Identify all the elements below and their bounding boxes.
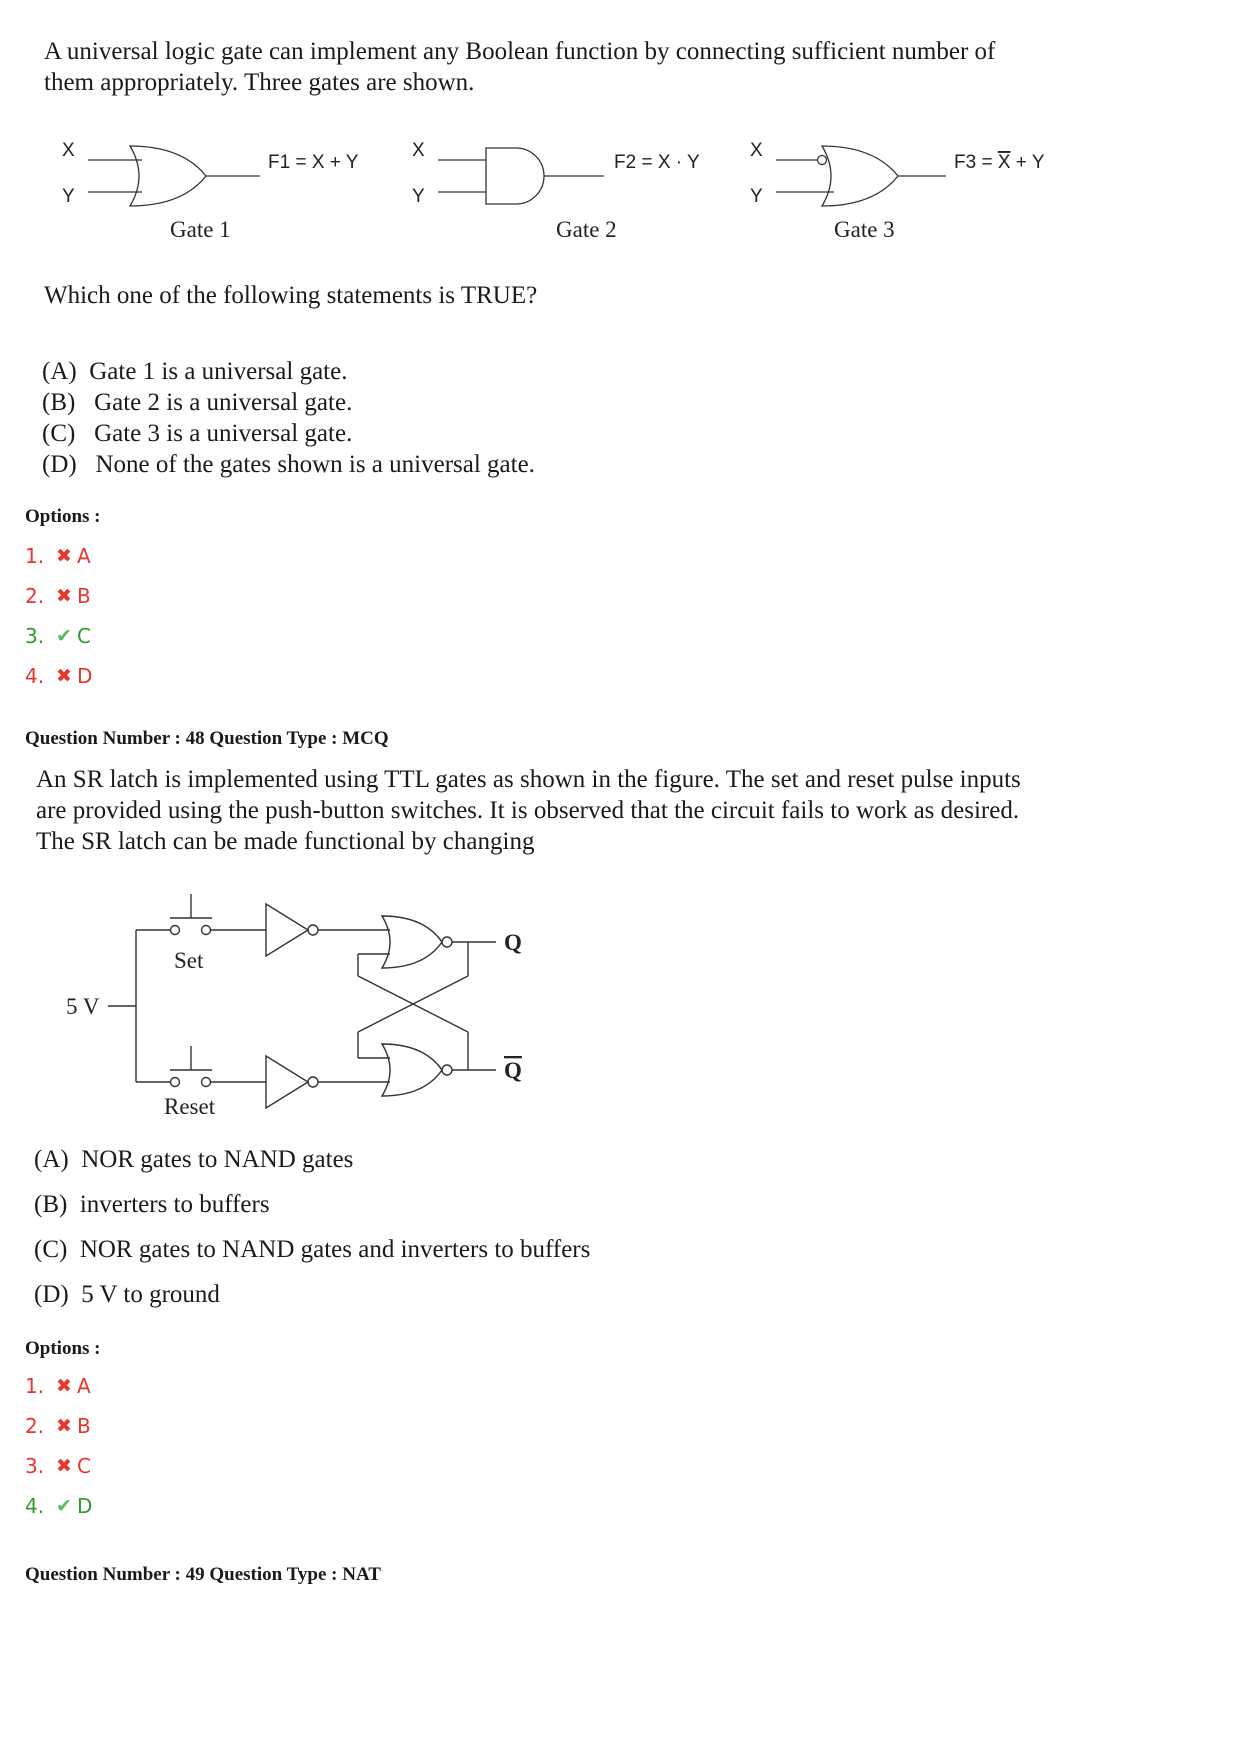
choice-b: (B) inverters to buffers <box>34 1191 270 1218</box>
q48-choices <box>34 1144 590 1324</box>
option-1: 1. ✖ A <box>25 544 91 568</box>
q47-choices <box>42 356 535 480</box>
q47-options-header: Options : <box>25 506 101 527</box>
qbar-output-label: Q <box>504 1058 522 1083</box>
supply-label: 5 V <box>66 994 100 1019</box>
top-nor-gate-symbol <box>382 916 452 968</box>
bottom-nor-gate-symbol <box>382 1044 452 1096</box>
choice-b: (B) Gate 2 is a universal gate. <box>42 389 353 416</box>
check-mark-icon: ✔ <box>56 625 72 647</box>
sr-latch-circuit <box>0 880 600 1130</box>
x-bar: X <box>997 152 1011 173</box>
set-inverter-symbol <box>266 904 318 956</box>
gate-3-input-x: X <box>750 140 763 161</box>
cross-mark-icon: ✖ <box>56 665 72 687</box>
option-3: 3. ✖ C <box>25 1454 91 1478</box>
choice-a: (A) NOR gates to NAND gates <box>34 1146 354 1173</box>
gate-2-output: F2 = X · Y <box>614 152 700 173</box>
cross-mark-icon: ✖ <box>56 1455 72 1477</box>
q47-text: A universal logic gate can implement any Boolean function by connecting sufficient number of them appropriately. Three gates are shown. <box>44 38 996 96</box>
gate-1-input-x: X <box>62 140 75 161</box>
option-4: 4. ✔ D <box>25 1494 93 1518</box>
q49-header: Question Number : 49 Question Type : NAT <box>25 1564 381 1585</box>
gate-1-input-y: Y <box>62 186 75 207</box>
option-2: 2. ✖ B <box>25 1414 91 1438</box>
reset-label: Reset <box>164 1094 216 1119</box>
q47-question: Which one of the following statements is TRUE? <box>44 282 538 309</box>
choice-c: (C) NOR gates to NAND gates and inverters to buffers <box>34 1236 591 1263</box>
reset-inverter-symbol <box>266 1056 318 1108</box>
q47-gates-figure <box>0 120 1100 255</box>
gate-3-output: F3 = X + Y <box>954 152 1045 173</box>
q48-header: Question Number : 48 Question Type : MCQ <box>25 728 389 749</box>
gate-1-caption: Gate 1 <box>170 217 231 242</box>
reset-push-button-switch <box>170 1046 212 1087</box>
q48-options-header: Options : <box>25 1338 101 1359</box>
q48-text: An SR latch is implemented using TTL gates as shown in the figure. The set and reset pulse inputs are provided using the push-button switches. It is observed that the circuit fails to work as desired. The SR latch can be made functional by changing <box>36 766 1021 855</box>
gate-1-output: F1 = X + Y <box>268 152 359 173</box>
q48-options-list <box>25 1366 92 1526</box>
q47-options-list <box>25 536 92 696</box>
option-1: 1. ✖ A <box>25 1374 91 1398</box>
set-label: Set <box>174 948 204 973</box>
cross-mark-icon: ✖ <box>56 545 72 567</box>
gate-3-or-inverted-input-symbol <box>776 146 946 206</box>
gate-3-caption: Gate 3 <box>834 217 895 242</box>
gate-2-input-y: Y <box>412 186 425 207</box>
cross-mark-icon: ✖ <box>56 1375 72 1397</box>
check-mark-icon: ✔ <box>56 1495 72 1517</box>
gate-2-caption: Gate 2 <box>556 217 617 242</box>
option-4: 4. ✖ D <box>25 664 93 688</box>
gate-3-input-y: Y <box>750 186 763 207</box>
choice-d: (D) 5 V to ground <box>34 1281 220 1308</box>
gate-1-or-symbol <box>88 146 260 206</box>
option-2: 2. ✖ B <box>25 584 91 608</box>
cross-mark-icon: ✖ <box>56 1415 72 1437</box>
choice-c: (C) Gate 3 is a universal gate. <box>42 420 353 447</box>
gate-2-input-x: X <box>412 140 425 161</box>
q-output-label: Q <box>504 930 522 955</box>
choice-a: (A) Gate 1 is a universal gate. <box>42 358 348 385</box>
set-push-button-switch <box>170 894 212 935</box>
option-3: 3. ✔ C <box>25 624 91 648</box>
cross-mark-icon: ✖ <box>56 585 72 607</box>
choice-d: (D) None of the gates shown is a universal gate. <box>42 451 535 478</box>
gate-2-and-symbol <box>438 148 604 204</box>
